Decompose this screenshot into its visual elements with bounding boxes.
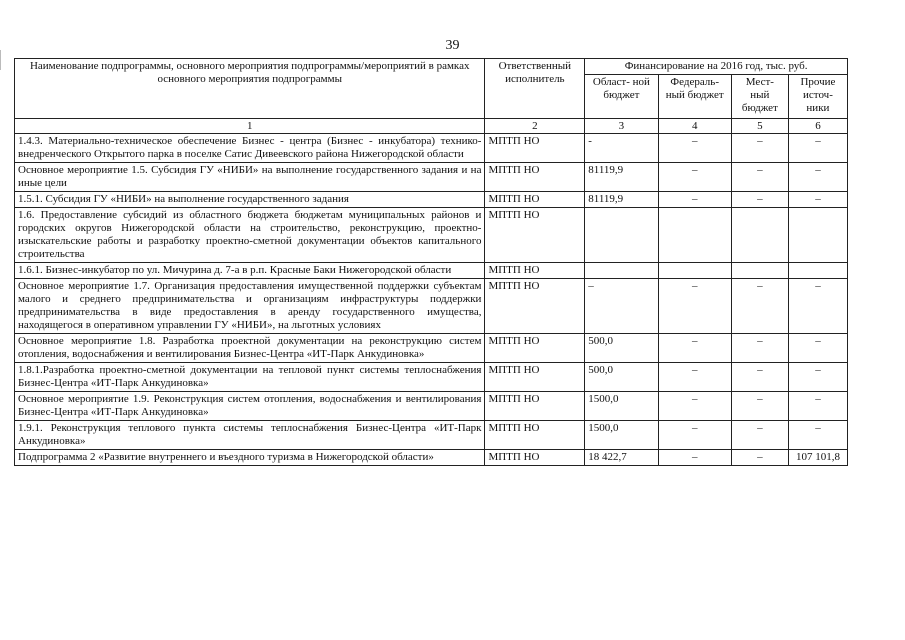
row-local-budget-cell: – (731, 392, 788, 421)
table-row (15, 263, 848, 279)
row-executor-cell: МПТП НО (485, 363, 585, 392)
table-row (15, 363, 848, 392)
financing-header: Финансирование на 2016 год, тыс. руб. (585, 59, 848, 75)
row-other-sources-cell: 107 101,8 (788, 450, 847, 466)
row-name-cell: 1.4.3. Материально-техническое обеспечение Бизнес - центра (Бизнес - инкубатора) технико-внедренческого Открытого парка в поселке Сатис Дивеевского района Нижегородской области (15, 134, 485, 163)
row-other-sources-cell: – (788, 279, 847, 334)
row-regional-budget-cell: – (585, 279, 658, 334)
row-executor-cell: МПТП НО (485, 421, 585, 450)
row-regional-budget-cell: 500,0 (585, 334, 658, 363)
table-row (15, 334, 848, 363)
row-local-budget-cell: – (731, 279, 788, 334)
other-sources-header: Прочие источ- ники (788, 75, 847, 119)
column-number: 3 (585, 119, 658, 134)
table-row (15, 208, 848, 263)
row-name-cell: 1.8.1.Разработка проектно-сметной документации на тепловой пункт системы теплоснабжения Бизнес-Центра «ИТ-Парк Анкудиновка» (15, 363, 485, 392)
row-federal-budget-cell: – (658, 392, 731, 421)
executor-column-header: Ответственный исполнитель (485, 59, 585, 119)
row-regional-budget-cell: - (585, 134, 658, 163)
row-name-cell: Основное мероприятие 1.7. Организация предоставления имущественной поддержки субъектам малого и среднего предпринимательства и организациям инфраструктуры поддержки предпринимательства в виде предоставления в аренду государственного имущества, находящегося в оперативном управлении ГУ «НИБИ», на льготных условиях (15, 279, 485, 334)
row-regional-budget-cell: 1500,0 (585, 421, 658, 450)
row-local-budget-cell: – (731, 163, 788, 192)
column-numbers-row (15, 119, 848, 134)
row-other-sources-cell: – (788, 163, 847, 192)
regional-budget-header: Област- ной бюджет (585, 75, 658, 119)
row-executor-cell: МПТП НО (485, 163, 585, 192)
row-executor-cell: МПТП НО (485, 208, 585, 263)
table-row (15, 134, 848, 163)
row-name-cell: Основное мероприятие 1.8. Разработка проектной документации на реконструкцию систем отопления, водоснабжения и вентилирования Бизнес-Центра «ИТ-Парк Анкудиновка» (15, 334, 485, 363)
row-name-cell: 1.6.1. Бизнес-инкубатор по ул. Мичурина д. 7-а в р.п. Красные Баки Нижегородской области (15, 263, 485, 279)
row-federal-budget-cell: – (658, 134, 731, 163)
row-other-sources-cell: – (788, 392, 847, 421)
table-row (15, 279, 848, 334)
column-number: 4 (658, 119, 731, 134)
row-other-sources-cell: – (788, 134, 847, 163)
row-local-budget-cell: – (731, 421, 788, 450)
row-federal-budget-cell (658, 263, 731, 279)
row-federal-budget-cell: – (658, 279, 731, 334)
table-row (15, 392, 848, 421)
row-regional-budget-cell (585, 263, 658, 279)
row-local-budget-cell: – (731, 334, 788, 363)
table-row (15, 192, 848, 208)
row-federal-budget-cell: – (658, 163, 731, 192)
row-regional-budget-cell: 81119,9 (585, 163, 658, 192)
row-executor-cell: МПТП НО (485, 392, 585, 421)
column-number: 1 (15, 119, 485, 134)
row-federal-budget-cell (658, 208, 731, 263)
row-federal-budget-cell: – (658, 334, 731, 363)
row-regional-budget-cell: 81119,9 (585, 192, 658, 208)
row-regional-budget-cell: 18 422,7 (585, 450, 658, 466)
row-executor-cell: МПТП НО (485, 334, 585, 363)
column-number: 2 (485, 119, 585, 134)
table-body (15, 134, 848, 466)
row-other-sources-cell (788, 208, 847, 263)
column-number: 6 (788, 119, 847, 134)
row-local-budget-cell: – (731, 192, 788, 208)
row-local-budget-cell: – (731, 450, 788, 466)
row-name-cell: Основное мероприятие 1.9. Реконструкция систем отопления, водоснабжения и вентилирования Бизнес-Центра «ИТ-Парк Анкудиновка» (15, 392, 485, 421)
federal-budget-header: Федераль- ный бюджет (658, 75, 731, 119)
row-local-budget-cell (731, 263, 788, 279)
name-column-header: Наименование подпрограммы, основного мероприятия подпрограммы/мероприятий в рамках основного мероприятия подпрограммы (15, 59, 485, 119)
row-other-sources-cell: – (788, 363, 847, 392)
row-name-cell: Основное мероприятие 1.5. Субсидия ГУ «НИБИ» на выполнение государственного задания и на иные цели (15, 163, 485, 192)
row-executor-cell: МПТП НО (485, 279, 585, 334)
row-name-cell: 1.9.1. Реконструкция теплового пункта системы теплоснабжения Бизнес-Центра «ИТ-Парк Анкудиновка» (15, 421, 485, 450)
table-row (15, 450, 848, 466)
row-executor-cell: МПТП НО (485, 134, 585, 163)
row-other-sources-cell: – (788, 334, 847, 363)
table-row (15, 421, 848, 450)
row-name-cell: 1.5.1. Субсидия ГУ «НИБИ» на выполнение государственного задания (15, 192, 485, 208)
row-executor-cell: МПТП НО (485, 263, 585, 279)
row-executor-cell: МПТП НО (485, 450, 585, 466)
row-regional-budget-cell (585, 208, 658, 263)
row-other-sources-cell (788, 263, 847, 279)
row-regional-budget-cell: 500,0 (585, 363, 658, 392)
page-number: 39 (445, 38, 460, 53)
row-other-sources-cell: – (788, 192, 847, 208)
local-budget-header: Мест- ный бюджет (731, 75, 788, 119)
row-federal-budget-cell: – (658, 192, 731, 208)
row-other-sources-cell: – (788, 421, 847, 450)
row-local-budget-cell: – (731, 363, 788, 392)
row-federal-budget-cell: – (658, 363, 731, 392)
row-federal-budget-cell: – (658, 450, 731, 466)
row-executor-cell: МПТП НО (485, 192, 585, 208)
table-row (15, 163, 848, 192)
row-local-budget-cell (731, 208, 788, 263)
row-name-cell: Подпрограмма 2 «Развитие внутреннего и въездного туризма в Нижегородской области» (15, 450, 485, 466)
column-number: 5 (731, 119, 788, 134)
row-local-budget-cell: – (731, 134, 788, 163)
header-row-top (15, 59, 848, 75)
row-regional-budget-cell: 1500,0 (585, 392, 658, 421)
row-federal-budget-cell: – (658, 421, 731, 450)
row-name-cell: 1.6. Предоставление субсидий из областного бюджета бюджетам муниципальных районов и городских округов Нижегородской области на строительство, реконструкцию, проектно-изыскательские работы и разработку проектно-сметной документации объектов капитального строительства (15, 208, 485, 263)
financing-table (14, 58, 848, 466)
